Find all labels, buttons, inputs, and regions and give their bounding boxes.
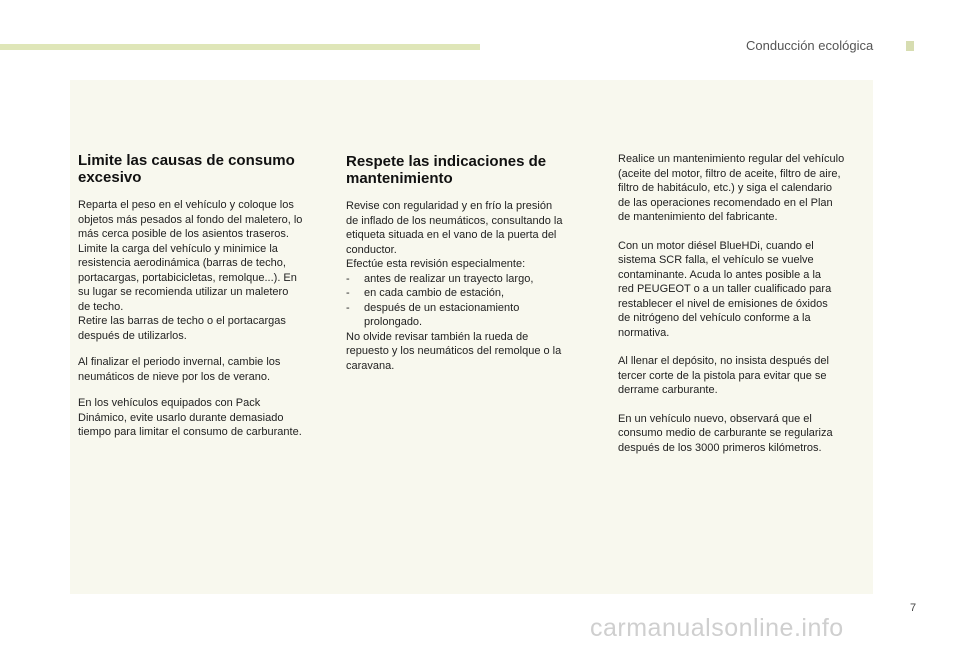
column-maintenance xyxy=(346,153,588,385)
content-panel xyxy=(70,80,873,594)
list-item: - después de un estacionamiento prolongado. xyxy=(346,301,588,330)
paragraph-regular-maintenance: Realice un mantenimiento regular del vehículo (aceite del motor, filtro de aceite, filtro de aire, filtro de habitáculo, etc.) y siga el calendario de las operaciones recomendado en el Plan de mantenimiento del fabricante. xyxy=(618,153,845,223)
paragraph-new-vehicle: En un vehículo nuevo, observará que el consumo medio de carburante se regulariza después de los 3000 primeros kilómetros. xyxy=(618,412,833,454)
heading-maintenance: Respete las indicaciones de mantenimiento xyxy=(346,153,547,187)
chapter-title: Conducción ecológica xyxy=(746,38,874,53)
paragraph-weight-load: Reparta el peso en el vehículo y coloque los objetos más pesados al fondo del maletero, lo más cerca posible de los asientos traseros. Limite la carga del vehículo y minimice la resistencia aerodinámica (barras de techo, portacargas, portabicicletas, remolque...). En su lugar se recomienda utilizar un maletero de techo. Retire las barras de techo o el portacargas después de utilizarlos. xyxy=(78,199,303,342)
column-servicing xyxy=(618,152,868,469)
heading-excess-consumption: Limite las causas de consumo excesivo xyxy=(78,152,295,186)
paragraph-spare-wheel: No olvide revisar también la rueda de repuesto y los neumáticos del remolque o la caravana. xyxy=(346,330,562,372)
check-occasions-list xyxy=(346,272,588,330)
paragraph-winter-tyres: Al finalizar el periodo invernal, cambie los neumáticos de nieve por los de verano. xyxy=(78,356,281,383)
watermark: carmanualsonline.info xyxy=(590,614,844,642)
paragraph-bluehdi-scr: Con un motor diésel BlueHDi, cuando el sistema SCR falla, el vehículo se vuelve contaminante. Acuda lo antes posible a la red PEUGEOT o a un taller cualificado para restablecer el nivel de emisiones de óxidos de nitrógeno del vehículo conforme a la normativa. xyxy=(618,239,832,339)
page-number: 7 xyxy=(910,602,917,614)
column-consumption xyxy=(78,152,326,452)
paragraph-tyre-pressure: Revise con regularidad y en frío la presión de inflado de los neumáticos, consultando la etiqueta situada en el vano de la puerta del conductor. Efectúe esta revisión especialmente: xyxy=(346,200,563,270)
paragraph-refuelling: Al llenar el depósito, no insista después del tercer corte de la pistola para evitar que se derrame carburante. xyxy=(618,355,829,396)
chapter-marker xyxy=(906,41,914,51)
list-item: - en cada cambio de estación, xyxy=(346,286,588,301)
list-item: - antes de realizar un trayecto largo, xyxy=(346,272,588,287)
paragraph-pack-dynamic: En los vehículos equipados con Pack Dinámico, evite usarlo durante demasiado tiempo para limitar el consumo de carburante. xyxy=(78,397,302,438)
header-accent-bar xyxy=(0,44,480,50)
